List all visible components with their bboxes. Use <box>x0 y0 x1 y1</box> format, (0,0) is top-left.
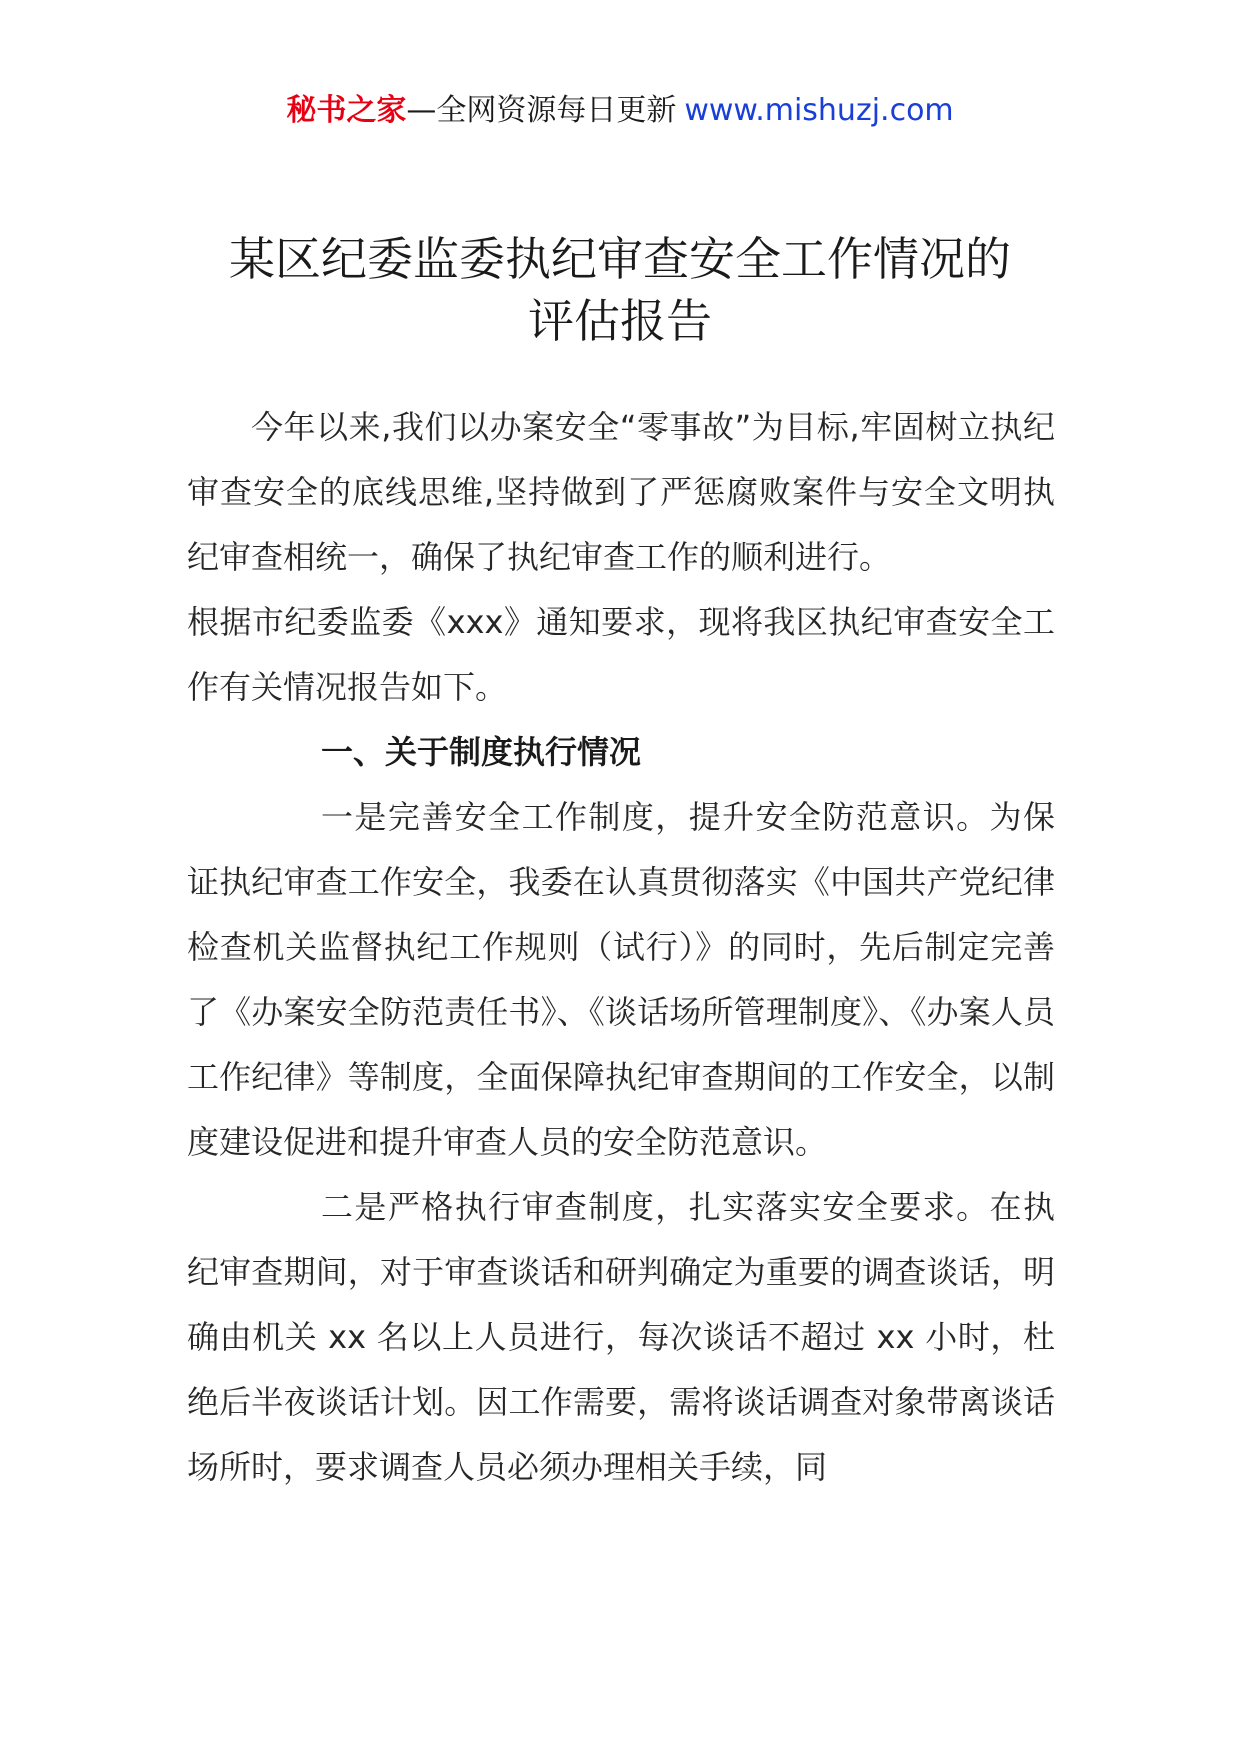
section-1-heading: 一、关于制度执行情况 <box>321 733 642 771</box>
title-line-1: 某区纪委监委执纪审查安全工作情况的 <box>229 232 1011 286</box>
section-1-paragraph-2: 二是严格执行审查制度，扎实落实安全要求。在执纪审查期间，对于审查谈话和研判确定为重要的调查谈话，明确由机关 xx 名以上人员进行，每次谈话不超过 xx 小时，杜绝后半夜谈话计划。因工作需要，需将谈话调查对象带离谈话场所时，要求调查人员必须办理相关手续，同 <box>187 1188 1055 1486</box>
intro-paragraph: 今年以来,我们以办案安全“零事故”为目标,牢固树立执纪审查安全的底线思维,坚持做到了严惩腐败案件与安全文明执纪审查相统一，确保了执纪审查工作的顺利进行。 <box>187 408 1055 576</box>
intro-basis-paragraph: 根据市纪委监委《xxx》通知要求，现将我区执纪审查安全工作有关情况报告如下。 <box>187 603 1055 706</box>
section-1-paragraph-1: 一是完善安全工作制度，提升安全防范意识。为保证执纪审查工作安全，我委在认真贯彻落实《中国共产党纪律检查机关监督执纪工作规则（试行）》的同时，先后制定完善了《办案安全防范责任书》、《谈话场所管理制度》、《办案人员工作纪律》等制度，全面保障执纪审查期间的工作安全，以制度建设促进和提升审查人员的安全防范意识。 <box>187 798 1055 1161</box>
site-url-link[interactable]: www.mishuzj.com <box>684 93 954 128</box>
site-header <box>0 86 1240 136</box>
document-body <box>187 395 1055 1500</box>
brand-name: 秘书之家 <box>286 93 407 128</box>
header-slogan: —全网资源每日更新 <box>406 93 677 128</box>
document-title <box>120 228 1120 352</box>
title-line-2: 评估报告 <box>528 294 712 348</box>
